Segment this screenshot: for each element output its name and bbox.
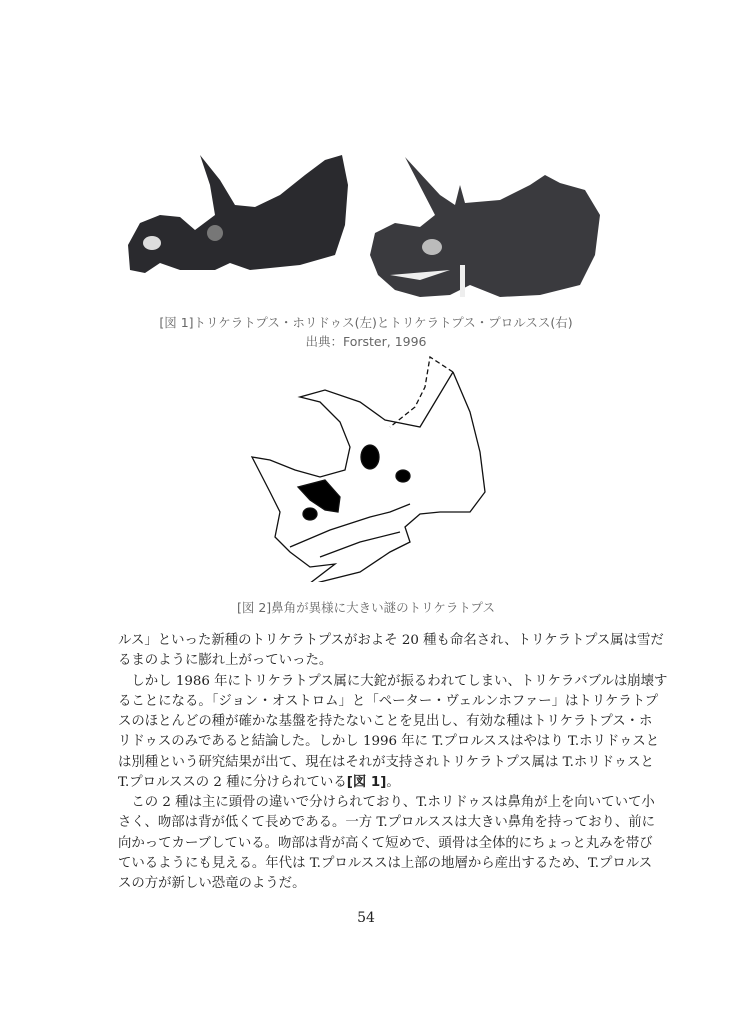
- text-line: スのほとんどの種が確かな基盤を持たないことを見出し、有効な種はトリケラトプス・ホ: [118, 714, 653, 729]
- body-text: [118, 631, 668, 894]
- text-line: リドゥスのみであると結論した。しかし 1996 年に T.プロルススはやはり T.ホリドゥスと: [118, 734, 660, 750]
- figure2-skull-drawing: [240, 352, 500, 582]
- text-segment: 。: [386, 774, 400, 790]
- skull-prorsus-right: [370, 157, 600, 297]
- paragraph: [118, 672, 668, 794]
- text-line: この 2 種は主に頭骨の違いで分けられており、T.ホリドゥスは鼻角が上を向いていて小: [131, 795, 655, 810]
- figure1-caption: [図 1]トリケラトプス・ホリドゥス(左)とトリケラトプス・プロルスス(右): [159, 315, 573, 330]
- text-line: [118, 773, 615, 793]
- page-number: 54: [357, 910, 375, 926]
- figure1-source: 出典：Forster, 1996: [305, 334, 427, 349]
- text-line: ることになる。「ジョン・オストロム」と「ペーター・ヴェルンホファー」はトリケラトプ: [118, 693, 659, 709]
- text-line: るまのように膨れ上がっていった。: [118, 653, 333, 669]
- text-line: は別種という研究結果が出て、現在はそれが支持されトリケラトプス属は T.ホリドゥスと: [118, 754, 654, 770]
- text-line: ルス」といった新種のトリケラトプスがおよそ 20 種も命名され、トリケラトプス属は雪だ: [118, 633, 664, 648]
- figure2-caption: [図 2]鼻角が異様に大きい謎のトリケラトプス: [236, 600, 496, 615]
- skull-horridus-left: [128, 155, 348, 273]
- text-line: しかし 1986 年にトリケラトプス属に大鉈が振るわれてしまい、トリケラバブルは崩壊す: [131, 673, 668, 689]
- text-segment: T.プロルススの 2 種に分けられている: [118, 774, 347, 790]
- paragraph: [118, 631, 664, 672]
- figure-reference-link[interactable]: [図 1]: [346, 774, 387, 790]
- figure1-skull-photos: [120, 145, 610, 305]
- text-line: さく、吻部は背が低くて長めである。一方 T.プロルススは大きい鼻角を持っており、前に: [118, 815, 656, 831]
- text-line: スの方が新しい恐竜のようだ。: [118, 876, 306, 891]
- text-line: ているようにも見える。年代は T.プロルススは上部の地層から産出するため、T.プロルス: [118, 855, 653, 871]
- paragraph: [118, 793, 656, 894]
- text-line: 向かってカーブしている。吻部は背が高くて短めで、頭骨は全体的にちょっと丸みを帯び: [118, 835, 653, 851]
